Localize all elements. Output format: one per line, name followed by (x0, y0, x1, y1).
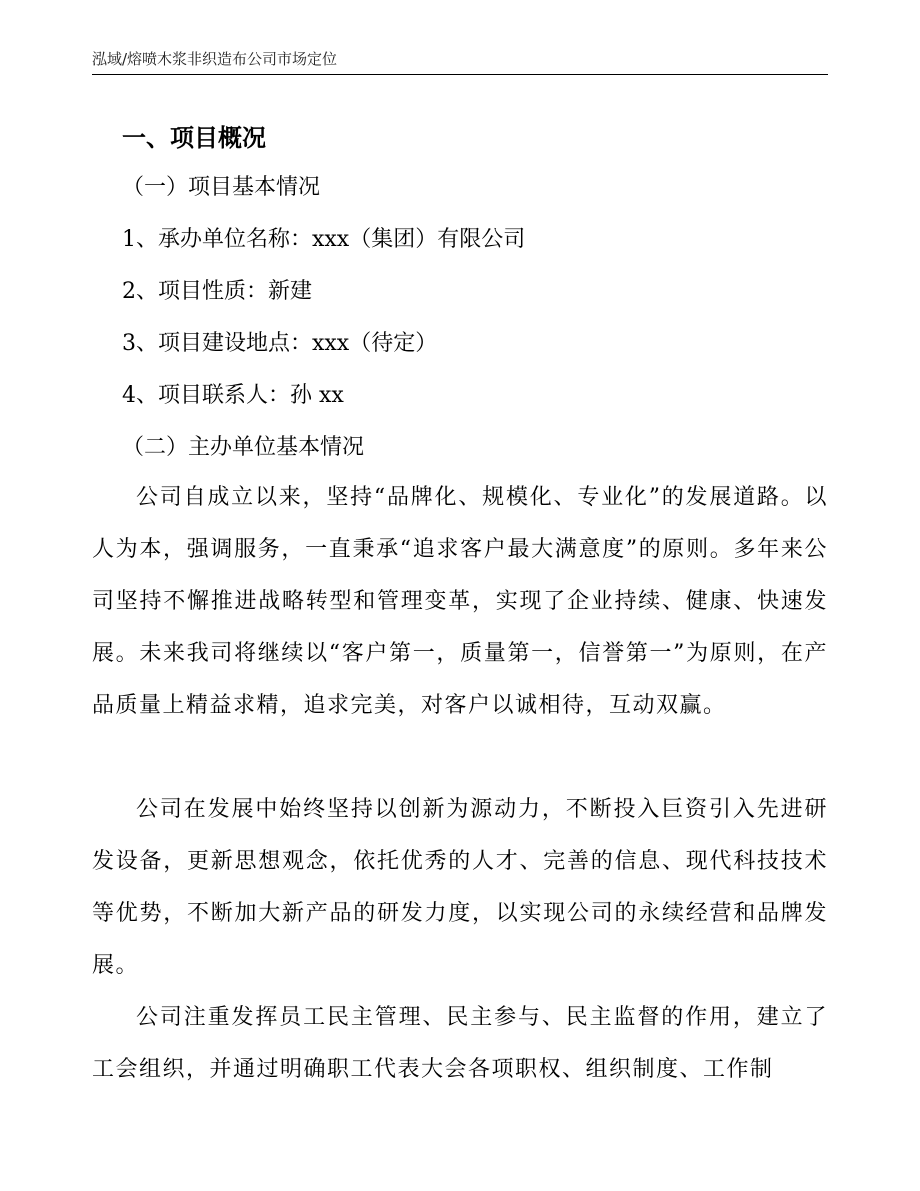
section-heading: 一、项目概况 (122, 124, 266, 152)
header-divider (92, 74, 828, 75)
paragraph-2: 公司在发展中始终坚持以创新为源动力，不断投入巨资引入先进研发设备，更新思想观念，依托优秀的人才、完善的信息、现代科技技术等优势，不断加大新产品的研发力度，以实现公司的永续经营和品牌发展。 (92, 797, 828, 978)
info-item-contact: 4、项目联系人：孙 xx (122, 383, 344, 408)
subheading-host-info: （二）主办单位基本情况 (122, 435, 365, 460)
paragraph-3: 公司注重发挥员工民主管理、民主参与、民主监督的作用，建立了工会组织，并通过明确职工代表大会各项职权、组织制度、工作制 (92, 1005, 828, 1082)
paragraph-1: 公司自成立以来，坚持“品牌化、规模化、专业化”的发展道路。以人为本，强调服务，一直秉承“追求客户最大满意度”的原则。多年来公司坚持不懈推进战略转型和管理变革，实现了企业持续、健康、快速发展。未来我司将继续以“客户第一，质量第一，信誉第一”为原则，在产品质量上精益求精，追求完美，对客户以诚相待，互动双赢。 (92, 485, 828, 718)
info-item-location: 3、项目建设地点：xxx（待定） (122, 331, 438, 356)
info-item-organizer: 1、承办单位名称：xxx（集团）有限公司 (122, 227, 526, 252)
page-header-title: 泓域/熔喷木浆非织造布公司市场定位 (92, 50, 338, 68)
subheading-basic-info: （一）项目基本情况 (122, 175, 321, 200)
info-item-nature: 2、项目性质：新建 (122, 279, 312, 304)
